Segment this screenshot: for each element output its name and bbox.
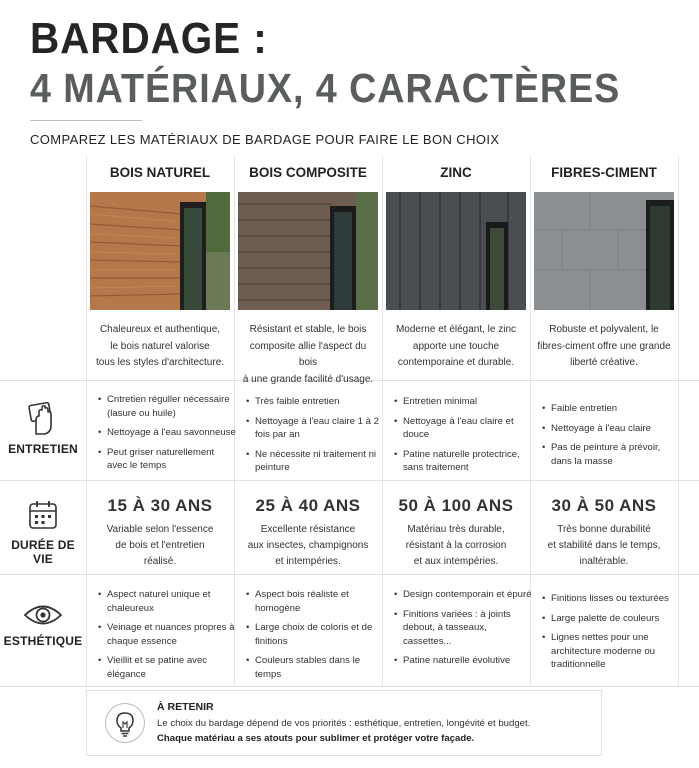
duree-bois-composite (235, 496, 381, 570)
fibres-ciment-photo (534, 192, 674, 310)
list-item: • Très faible entretien (255, 395, 385, 409)
list-item: • Finitions lisses ou texturées (551, 592, 681, 606)
duree-note: Très bonne durabilité et stabilité dans le temps, inaltérable. (547, 524, 661, 567)
page-subtitle: COMPAREZ LES MATÉRIAUX DE BARDAGE POUR FAIRE LE BON CHOIX (30, 132, 500, 147)
duree-note: Matériau très durable, résistant à la corrosion et aux intempéries. (405, 524, 507, 567)
eye-icon (0, 602, 86, 628)
entretien-fibres-ciment (539, 402, 681, 474)
retenir-title: À RETENIR (157, 701, 214, 713)
row-label-text: ENTRETIEN (8, 442, 78, 456)
row-label-duree (0, 498, 86, 566)
list-item: • Ne nécessite ni traitement ni peinture (255, 448, 385, 475)
duree-fibres-ciment (531, 496, 677, 570)
list-item: • Pas de peinture à prévoir, dans la masse (551, 441, 681, 468)
material-description: Robuste et polyvalent, le fibres-ciment offre une grande liberté créative. (537, 324, 671, 368)
list-item: • Patine naturelle évolutive (403, 654, 533, 668)
list-item: • Vieillit et se patine avec élégance (107, 654, 237, 681)
list-item: • Lignes nettes pour une architecture moderne ou traditionnelle (551, 631, 681, 672)
bois-composite-photo (238, 192, 378, 310)
retenir-emphasis: Chaque matériau a ses atouts pour sublimer et protéger votre façade. (157, 733, 475, 744)
material-description: Résistant et stable, le bois composite allie l'aspect du bois à une grande facilité d'usage. (242, 324, 374, 385)
list-item: • Nettoyage à l'eau savonneuse (107, 426, 237, 440)
bois-naturel-photo (90, 192, 230, 310)
calendar-icon (0, 498, 86, 532)
esthetique-bois-composite (243, 588, 385, 687)
duree-value: 30 À 50 ANS (551, 496, 657, 515)
entretien-bois-naturel (95, 393, 237, 479)
list-item: • Nettoyage à l'eau claire 1 à 2 fois par an (255, 415, 385, 442)
list-item: • Nettoyage à l'eau claire et douce (403, 415, 533, 442)
duree-bois-naturel (87, 496, 233, 570)
material-description: Chaleureux et authentique, le bois naturel valorise tous les styles d'architecture. (95, 324, 225, 368)
material-column-bois-naturel (87, 156, 233, 372)
row-label-text: ESTHÉTIQUE (3, 634, 83, 648)
list-item: • Cntretien réguller nécessaire (lasure ou huile) (107, 393, 237, 420)
list-item: • Finitions variées : à joints debout, à tasseaux, cassettes... (403, 608, 533, 649)
entretien-bois-composite (243, 395, 385, 481)
row-label-esthetique (0, 602, 86, 648)
list-item: • Couleurs stables dans le temps (255, 654, 385, 681)
material-column-bois-composite (235, 156, 381, 388)
list-item: • Large palette de couleurs (551, 612, 681, 626)
row-label-entretien (0, 400, 86, 456)
list-item: • Design contemporain et épuré (403, 588, 533, 602)
list-item: • Faible entretien (551, 402, 681, 416)
material-column-zinc (383, 156, 529, 372)
material-name: BOIS COMPOSITE (249, 165, 367, 180)
material-name: ZINC (440, 165, 472, 180)
cleaning-hand-icon (0, 400, 86, 436)
entretien-zinc (391, 395, 533, 481)
list-item: • Aspect naturel unique et chaleureux (107, 588, 237, 615)
duree-note: Excellente résistance aux insectes, champignons et intempéries. (247, 524, 369, 567)
duree-value: 25 À 40 ANS (255, 496, 361, 515)
list-item: • Nettoyage à l'eau claire (551, 422, 681, 436)
list-item: • Peut griser naturellement avec le temps (107, 446, 237, 473)
row-label-text: DURÉE DE VIE (11, 538, 75, 566)
esthetique-zinc (391, 588, 533, 674)
zinc-photo (386, 192, 526, 310)
list-item: • Veinage et nuances propres à chaque essence (107, 621, 237, 648)
page-title-line2: 4 MATÉRIAUX, 4 CARACTÈRES (30, 65, 621, 111)
list-item: • Patine naturelle protectrice, sans traitement (403, 448, 533, 475)
duree-zinc (383, 496, 529, 570)
duree-value: 15 À 30 ANS (107, 496, 213, 515)
retenir-text: Le choix du bardage dépend de vos priorités : esthétique, entretien, longévité et budget. (157, 718, 531, 729)
esthetique-fibres-ciment (539, 592, 681, 678)
material-name: BOIS NATUREL (109, 165, 211, 180)
material-description: Moderne et élégant, le zinc apporte une touche contemporaine et durable. (395, 324, 517, 368)
page-title-line1: BARDAGE : (30, 14, 268, 63)
list-item: • Aspect bois réaliste et homogène (255, 588, 385, 615)
title-divider (30, 120, 142, 121)
material-name: FIBRES-CIMENT (551, 165, 657, 180)
retenir-callout (86, 690, 602, 756)
list-item: • Large choix de coloris et de finitions (255, 621, 385, 648)
esthetique-bois-naturel (95, 588, 237, 687)
lightbulb-icon (105, 703, 145, 743)
duree-value: 50 À 100 ANS (398, 496, 514, 515)
duree-note: Variable selon l'essence de bois et l'entretien réalisé. (106, 524, 214, 567)
row-divider (0, 574, 699, 575)
list-item: • Entretien minimal (403, 395, 533, 409)
material-column-fibres-ciment (531, 156, 677, 372)
